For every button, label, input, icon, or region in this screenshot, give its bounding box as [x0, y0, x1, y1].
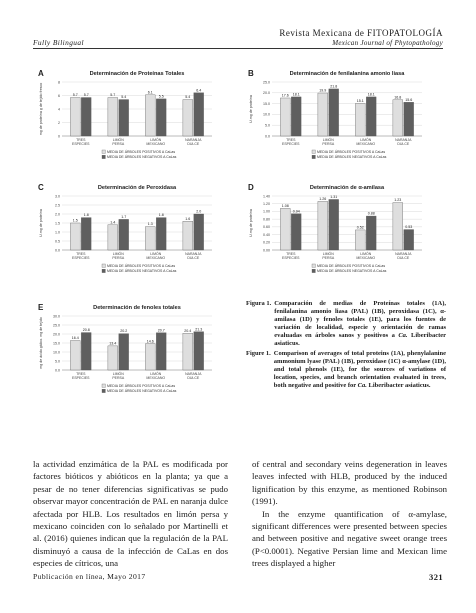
data-label: 16.8 [394, 95, 402, 100]
chart-title: Determinación de fenilalanina amonio liasa [289, 71, 405, 77]
caption-es-label: Figura 1. [246, 300, 272, 307]
data-label: 1.7 [121, 215, 127, 219]
x-tick-label-line: NARANJA [185, 252, 202, 256]
x-tick-label-line: PERSA [112, 256, 125, 260]
y-tick-label: 0.5 [55, 239, 60, 244]
bar [291, 97, 301, 136]
caption-en-tail: Liberibacter asiaticus. [368, 381, 431, 389]
chart-svg [36, 300, 226, 410]
x-tick-label-line: DULCE [397, 142, 410, 146]
bar [404, 102, 414, 136]
data-label: 15.6 [405, 97, 413, 102]
legend-label: MEDIA DE ÁRBOLES POSITIVOS A CaLas [107, 150, 176, 154]
figure-caption [246, 300, 446, 390]
x-tick-label-line: LIMÓN [112, 138, 124, 142]
data-label: 0.52 [356, 225, 364, 230]
bar [119, 219, 129, 250]
panel-letter: A [38, 69, 44, 78]
y-tick-label: 1.20 [263, 202, 270, 207]
body-column-right [252, 458, 447, 570]
panel-letter: B [248, 69, 254, 78]
data-label: 18.1 [292, 92, 300, 97]
bar [355, 230, 365, 250]
data-label: 2.0 [196, 209, 202, 214]
bar [318, 201, 328, 250]
x-tick-label-line: MEXICANO [146, 256, 166, 260]
data-label: 1.6 [185, 216, 191, 221]
y-tick-label: 1.5 [55, 221, 60, 226]
chart-panel-b [246, 66, 436, 176]
y-tick-label: 2.0 [55, 212, 60, 217]
data-label: 6.4 [196, 88, 202, 93]
bar [108, 225, 118, 250]
x-tick-label-line: TRES [76, 372, 86, 376]
x-tick-label [356, 251, 375, 260]
x-tick-label-line: LIMÓN [360, 138, 372, 142]
y-axis-label: U.mg de proteína [39, 209, 43, 237]
y-tick-label: 20.0 [263, 91, 270, 96]
y-tick-label: 30.0 [53, 314, 60, 319]
x-tick-label [282, 138, 300, 146]
y-tick-label: 10.0 [263, 112, 270, 117]
bar [156, 99, 166, 136]
chart-svg [36, 180, 226, 290]
bar [81, 333, 91, 370]
y-tick-label: 1.00 [263, 209, 270, 214]
y-tick-label: 0.0 [55, 368, 60, 373]
panel-letter: C [38, 183, 44, 192]
x-tick-label [112, 251, 125, 260]
x-tick-label-line: NARANJA [185, 372, 202, 376]
x-tick-label-line: NARANJA [395, 138, 412, 142]
y-tick-label: 1.0 [55, 230, 60, 235]
x-tick-label [146, 371, 165, 380]
bar [70, 340, 80, 370]
x-tick-label-line: MEXICANO [356, 142, 376, 146]
bar [156, 218, 166, 250]
bar [81, 98, 91, 136]
data-label: 13.4 [109, 341, 117, 346]
x-tick-label-line: PERSA [112, 142, 125, 146]
legend-swatch [102, 389, 105, 392]
x-tick-label [322, 137, 335, 146]
x-tick-label [185, 252, 202, 260]
data-label: 1.5 [72, 218, 78, 223]
header-rule [33, 48, 443, 49]
y-tick-label: 1.40 [263, 194, 270, 199]
bar [366, 97, 376, 136]
x-tick-label-line: LIMÓN [360, 252, 372, 256]
y-tick-label: 5.0 [265, 123, 270, 128]
x-tick-label [72, 252, 90, 260]
panel-letter: D [248, 183, 254, 192]
bar [108, 346, 118, 370]
legend-label: MEDIA DE ÁRBOLES NEGATIVOS A CaLas [107, 389, 177, 394]
caption-es-tail: Liberibacter asiaticus. [274, 332, 447, 348]
bar [183, 100, 193, 136]
data-label: 1.8 [83, 213, 89, 218]
bar [194, 93, 204, 136]
x-tick-label [72, 138, 90, 146]
data-label: 1.3 [147, 222, 153, 227]
x-tick-label [185, 372, 202, 380]
chart-svg [246, 180, 436, 290]
footer-publication: Publicación en línea, Mayo 2017 [33, 572, 146, 581]
x-tick-label-line: TRES [286, 138, 296, 142]
data-label: 21.8 [330, 84, 338, 89]
x-tick-label-line: PERSA [112, 376, 125, 380]
chart-panel-c [36, 180, 226, 290]
legend-label: MEDIA DE ÁRBOLES POSITIVOS A CaLas [107, 384, 176, 388]
data-label: 6.1 [147, 90, 153, 95]
caption-en-label: Figure 1. [246, 349, 271, 357]
bar [183, 333, 193, 370]
legend-label: MEDIA DE ÁRBOLES NEGATIVOS A CaLas [317, 269, 387, 274]
bar [145, 344, 155, 370]
x-tick-label-line: DULCE [187, 376, 200, 380]
body-paragraph-right-2: In the enzyme quantification of α-amylase, significant differences were presented between species and between positive and negative sweet orange trees (P<0.0001). Negative Persian lime and Mexican lime trees displayed a higher [252, 508, 447, 569]
chart-panel-e [36, 300, 226, 410]
legend-swatch [102, 264, 105, 267]
legend-label: MEDIA DE ÁRBOLES POSITIVOS A CaLas [317, 150, 386, 154]
bar [119, 100, 129, 136]
caption-spanish [246, 300, 446, 349]
page-number: 321 [429, 572, 443, 582]
bar [194, 214, 204, 250]
x-tick-label [282, 252, 300, 260]
x-tick-label-line: NARANJA [185, 138, 202, 142]
data-label: 19.9 [319, 88, 327, 93]
body-column-left [33, 458, 228, 570]
page-footer [33, 572, 443, 582]
x-tick-label-line: ESPECIES [281, 256, 300, 260]
y-tick-label: 20.0 [53, 332, 60, 337]
x-tick-label [72, 372, 90, 380]
legend-swatch [312, 155, 315, 158]
data-label: 20.8 [82, 328, 90, 333]
y-tick-label: 0.20 [263, 240, 270, 245]
x-tick-label-line: LIMÓN [150, 372, 162, 376]
y-axis-label: U.mg de proteína [249, 209, 253, 237]
y-tick-label: 0.0 [55, 248, 60, 253]
x-tick-label-line: LIMÓN [322, 252, 334, 256]
y-tick-label: 6 [58, 93, 60, 98]
chart-panel-d [246, 180, 436, 290]
bar [145, 95, 155, 136]
x-tick-label-line: PERSA [322, 256, 335, 260]
x-tick-label-line: MEXICANO [356, 256, 376, 260]
bar [156, 333, 166, 370]
legend-swatch [312, 264, 315, 267]
legend-label: MEDIA DE ÁRBOLES NEGATIVOS A CaLas [107, 269, 177, 274]
data-label: 17.6 [281, 93, 289, 98]
x-tick-label-line: DULCE [397, 256, 410, 260]
data-label: 5.7 [83, 93, 89, 98]
x-tick-label [395, 252, 412, 260]
y-axis-label: U.mg de proteína [249, 95, 253, 123]
y-tick-label: 25.0 [53, 323, 60, 328]
bar [70, 223, 80, 250]
data-label: 1.4 [110, 220, 116, 225]
journal-name-es: Revista Mexicana de FITOPATOLOGÍA [279, 28, 443, 38]
caption-es-text: Comparación de medias de Proteínas totales (1A), fenilalanina amonio liasa (PAL) (1B), peroxidasa (1C), α-amilasa (1D) y fenoles totales (1E), para los fuentes de variación de localidad, especie y orientación de ramas evaluadas en árboles sanos y positivos a [274, 300, 446, 340]
x-tick-label-line: MEXICANO [146, 142, 166, 146]
chart-panel-a [36, 66, 226, 176]
bar [404, 230, 414, 250]
y-tick-label: 3.0 [55, 194, 60, 199]
data-label: 20.2 [120, 329, 128, 334]
legend-swatch [102, 384, 105, 387]
legend-swatch [102, 150, 105, 153]
data-label: 1.8 [158, 213, 164, 218]
data-label: 14.6 [146, 339, 154, 344]
x-tick-label [112, 371, 125, 380]
y-tick-label: 2.5 [55, 203, 60, 208]
bar [280, 98, 290, 136]
x-tick-label-line: ESPECIES [71, 142, 90, 146]
y-axis-label: mg de proteína g de tejido fresco [39, 82, 43, 136]
bar [108, 98, 118, 136]
chart-title: Determinación de fenoles totales [93, 305, 181, 311]
body-paragraph-right-1: of central and secondary veins degeneration in leaves leaves infected with HLB, produced by the induced lignification by this enzyme, as mentioned Robinson (1991). [252, 459, 447, 507]
y-tick-label: 0 [58, 134, 60, 139]
legend-swatch [102, 155, 105, 158]
x-tick-label-line: LIMÓN [112, 252, 124, 256]
caption-es-species: Ca. [398, 332, 408, 340]
x-tick-label [146, 251, 165, 260]
data-label: 1.08 [281, 203, 289, 208]
data-label: 20.7 [157, 328, 165, 333]
data-label: 0.94 [292, 209, 300, 214]
panel-letter: E [38, 303, 44, 312]
bar [366, 216, 376, 250]
x-tick-label-line: LIMÓN [112, 372, 124, 376]
legend-swatch [312, 269, 315, 272]
chart-svg [246, 66, 436, 176]
y-tick-label: 15.0 [263, 101, 270, 106]
data-label: 0.53 [405, 225, 413, 230]
chart-svg [36, 66, 226, 176]
y-tick-label: 10.0 [53, 350, 60, 355]
bar [291, 214, 301, 250]
x-tick-label-line: NARANJA [395, 252, 412, 256]
bar [145, 227, 155, 250]
data-label: 1.31 [330, 195, 338, 200]
x-tick-label [185, 138, 202, 146]
y-tick-label: 2 [58, 120, 60, 125]
y-tick-label: 0.40 [263, 232, 270, 237]
legend-label: MEDIA DE ÁRBOLES NEGATIVOS A CaLas [107, 155, 177, 160]
data-label: 16.4 [71, 336, 79, 341]
data-label: 20.4 [184, 328, 192, 333]
x-tick-label [322, 251, 335, 260]
data-label: 5.7 [110, 93, 116, 98]
bar [194, 332, 204, 370]
data-label: 15.1 [356, 98, 364, 103]
caption-en-species: Ca. [357, 381, 367, 389]
data-label: 5.4 [185, 95, 191, 100]
y-tick-label: 8 [58, 80, 60, 85]
x-tick-label-line: TRES [76, 138, 86, 142]
bar [81, 218, 91, 250]
bar [329, 199, 339, 250]
x-tick-label-line: LIMÓN [150, 252, 162, 256]
x-tick-label-line: DULCE [187, 256, 200, 260]
bar [393, 100, 403, 136]
y-tick-label: 0.00 [263, 248, 270, 253]
bar [355, 103, 365, 136]
y-tick-label: 0.80 [263, 217, 270, 222]
y-tick-label: 0.60 [263, 225, 270, 230]
x-tick-label-line: ESPECIES [71, 256, 90, 260]
x-tick-label-line: TRES [76, 252, 86, 256]
legend-swatch [312, 150, 315, 153]
body-paragraph-left: la actividad enzimática de la PAL es modificada por factores bióticos y abióticos en la planta; ya que a pesar de no tener diferencias significativas se pudo observar mayor concentración de PAL en naranja dulce afectada por HLB. Los resultados en limón persa y mexicano coinciden con lo señalado por Martinelli et al. (2016) quienes indican que la regulación de la PAL disminuyó a causa de la infección de CaLas en dos especies de cítricos, una [33, 459, 228, 569]
y-tick-label: 0.0 [265, 134, 270, 139]
legend-swatch [102, 269, 105, 272]
data-label: 5.7 [72, 93, 78, 98]
y-tick-label: 15.0 [53, 341, 60, 346]
x-tick-label [395, 138, 412, 146]
y-tick-label: 5.0 [55, 359, 60, 364]
bar [318, 93, 328, 136]
data-label: 1.23 [394, 198, 402, 203]
x-tick-label-line: TRES [286, 252, 296, 256]
legend-label: MEDIA DE ÁRBOLES NEGATIVOS A CaLas [317, 155, 387, 160]
legend-label: MEDIA DE ÁRBOLES POSITIVOS A CaLas [317, 264, 386, 268]
chart-title: Determinación de Proteínas Totales [89, 71, 185, 77]
data-label: 5.4 [121, 95, 127, 100]
journal-name-en: Mexican Journal of Phytopathology [332, 39, 443, 47]
x-tick-label-line: ESPECIES [281, 142, 300, 146]
y-axis-label: mg de ácido gálico. mg de tejido [39, 317, 43, 369]
caption-en-text: Comparison of averages of total proteins (1A), phenylalanine ammonium lyase (PAL) (1B), peroxidase (1C) α-amylase (1D), and total phenols (1E), for the sources of variations of location, species, and branch orientation evaluated in trees, both negative and positive for [273, 349, 446, 389]
data-label: 1.26 [319, 197, 327, 201]
chart-title: Determinación de Peroxidasa [97, 185, 177, 191]
y-tick-label: 4 [58, 107, 60, 112]
x-tick-label [356, 137, 375, 146]
data-label: 5.5 [158, 94, 164, 99]
journal-header [279, 28, 443, 47]
legend-label: MEDIA DE ÁRBOLES POSITIVOS A CaLas [107, 264, 176, 268]
bar [393, 203, 403, 250]
running-header-left: Fully Bilingual [33, 38, 84, 47]
data-label: 18.1 [367, 92, 375, 97]
x-tick-label [112, 137, 125, 146]
y-tick-label: 25.0 [263, 80, 270, 85]
chart-title: Determinación de α-amilasa [309, 185, 385, 191]
data-label: 0.88 [367, 211, 375, 216]
bar [119, 334, 129, 370]
x-tick-label [146, 137, 165, 146]
caption-english [246, 350, 446, 390]
x-tick-label-line: LIMÓN [150, 138, 162, 142]
bar [329, 89, 339, 136]
bar [280, 208, 290, 250]
x-tick-label-line: MEXICANO [146, 376, 166, 380]
x-tick-label-line: ESPECIES [71, 376, 90, 380]
bar [183, 221, 193, 250]
x-tick-label-line: LIMÓN [322, 138, 334, 142]
bar [70, 98, 80, 136]
x-tick-label-line: PERSA [322, 142, 335, 146]
data-label: 21.3 [195, 327, 203, 332]
x-tick-label-line: DULCE [187, 142, 200, 146]
